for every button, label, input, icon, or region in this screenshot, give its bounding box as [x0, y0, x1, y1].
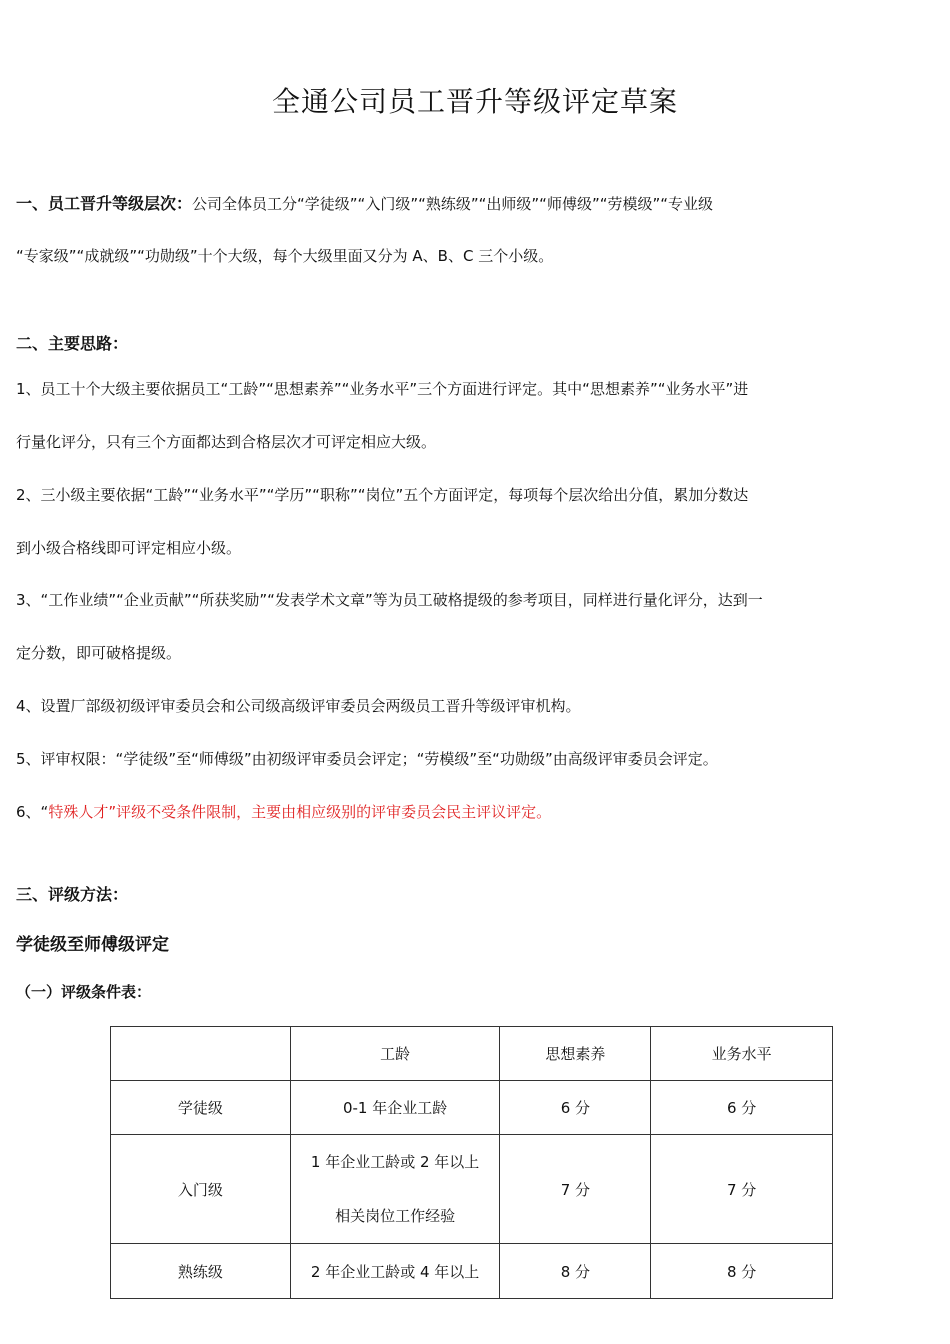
table-cell-skill: 6 分 [651, 1081, 833, 1135]
section1-text-line2: “专家级”“成就级”“功勋级”十个大级，每个大级里面又分为 A、B、C 三个小级。 [16, 247, 554, 265]
table-row [111, 1135, 833, 1244]
table-cell-seniority [290, 1135, 500, 1244]
table-header-cell-empty [111, 1027, 291, 1081]
table-cell-ideology: 7 分 [500, 1135, 651, 1244]
table-cell-skill: 7 分 [651, 1135, 833, 1244]
section1-heading: 一、员工晋升等级层次： [16, 194, 193, 213]
table-cell-seniority: 0-1 年企业工龄 [290, 1081, 500, 1135]
document-title: 全通公司员工晋升等级评定草案 [271, 85, 678, 118]
table-header-skill: 业务水平 [651, 1027, 833, 1081]
table-row [111, 1081, 833, 1135]
section2-item1-line2: 行量化评分，只有三个方面都达到合格层次才可评定相应大级。 [16, 433, 437, 451]
section3-subheading: 学徒级至师傅级评定 [16, 935, 169, 955]
table-cell-skill: 8 分 [651, 1244, 833, 1299]
table-cell-level: 熟练级 [111, 1244, 291, 1299]
section2-item6-prefix: 6、“ [16, 803, 49, 821]
table-cell-seniority: 2 年企业工龄或 4 年以上 [290, 1244, 500, 1299]
table-cell-level: 学徒级 [111, 1081, 291, 1135]
section3-heading: 三、评级方法： [16, 885, 129, 904]
table-cell-seniority-line1: 1 年企业工龄或 2 年以上 [310, 1153, 480, 1171]
section1-line1 [16, 193, 934, 215]
table-header-seniority: 工龄 [290, 1027, 500, 1081]
section2-item4: 4、设置厂部级初级评审委员会和公司级高级评审委员会两级员工晋升等级评审机构。 [16, 697, 581, 715]
section2-item6-highlight: 特殊人才”评级不受条件限制，主要由相应级别的评审委员会民主评议评定。 [48, 803, 552, 821]
table-cell-ideology: 6 分 [500, 1081, 651, 1135]
table-caption: （一）评级条件表： [16, 983, 152, 1001]
section2-item2-line1: 2、三小级主要依据“工龄”“业务水平”“学历”“职称”“岗位”五个方面评定，每项每个层次给出分值，累加分数达 [16, 486, 749, 504]
section2-item6 [16, 801, 934, 823]
section1-text-line1: 公司全体员工分“学徒级”“入门级”“熟练级”“出师级”“师傅级”“劳模级”“专业级 [192, 195, 714, 213]
section2-item3-line1: 3、“工作业绩”“企业贡献”“所获奖励”“发表学术文章”等为员工破格提级的参考项目，同样进行量化评分，达到一 [16, 591, 763, 609]
evaluation-conditions-table [110, 1026, 833, 1299]
section2-item1-line1: 1、员工十个大级主要依据员工“工龄”“思想素养”“业务水平”三个方面进行评定。其中“思想素养”“业务水平”进 [16, 380, 749, 398]
table-header-row [111, 1027, 833, 1081]
table-cell-ideology: 8 分 [500, 1244, 651, 1299]
section2-item2-line2: 到小级合格线即可评定相应小级。 [16, 539, 242, 557]
section2-heading: 二、主要思路： [16, 334, 129, 353]
section2-item5: 5、评审权限：“学徒级”至“师傅级”由初级评审委员会评定；“劳模级”至“功勋级”由高级评审委员会评定。 [16, 750, 718, 768]
table-cell-seniority-line2: 相关岗位工作经验 [335, 1207, 456, 1225]
table-row [111, 1244, 833, 1299]
table-cell-level: 入门级 [111, 1135, 291, 1244]
table-header-ideology: 思想素养 [500, 1027, 651, 1081]
section2-item3-line2: 定分数，即可破格提级。 [16, 644, 182, 662]
